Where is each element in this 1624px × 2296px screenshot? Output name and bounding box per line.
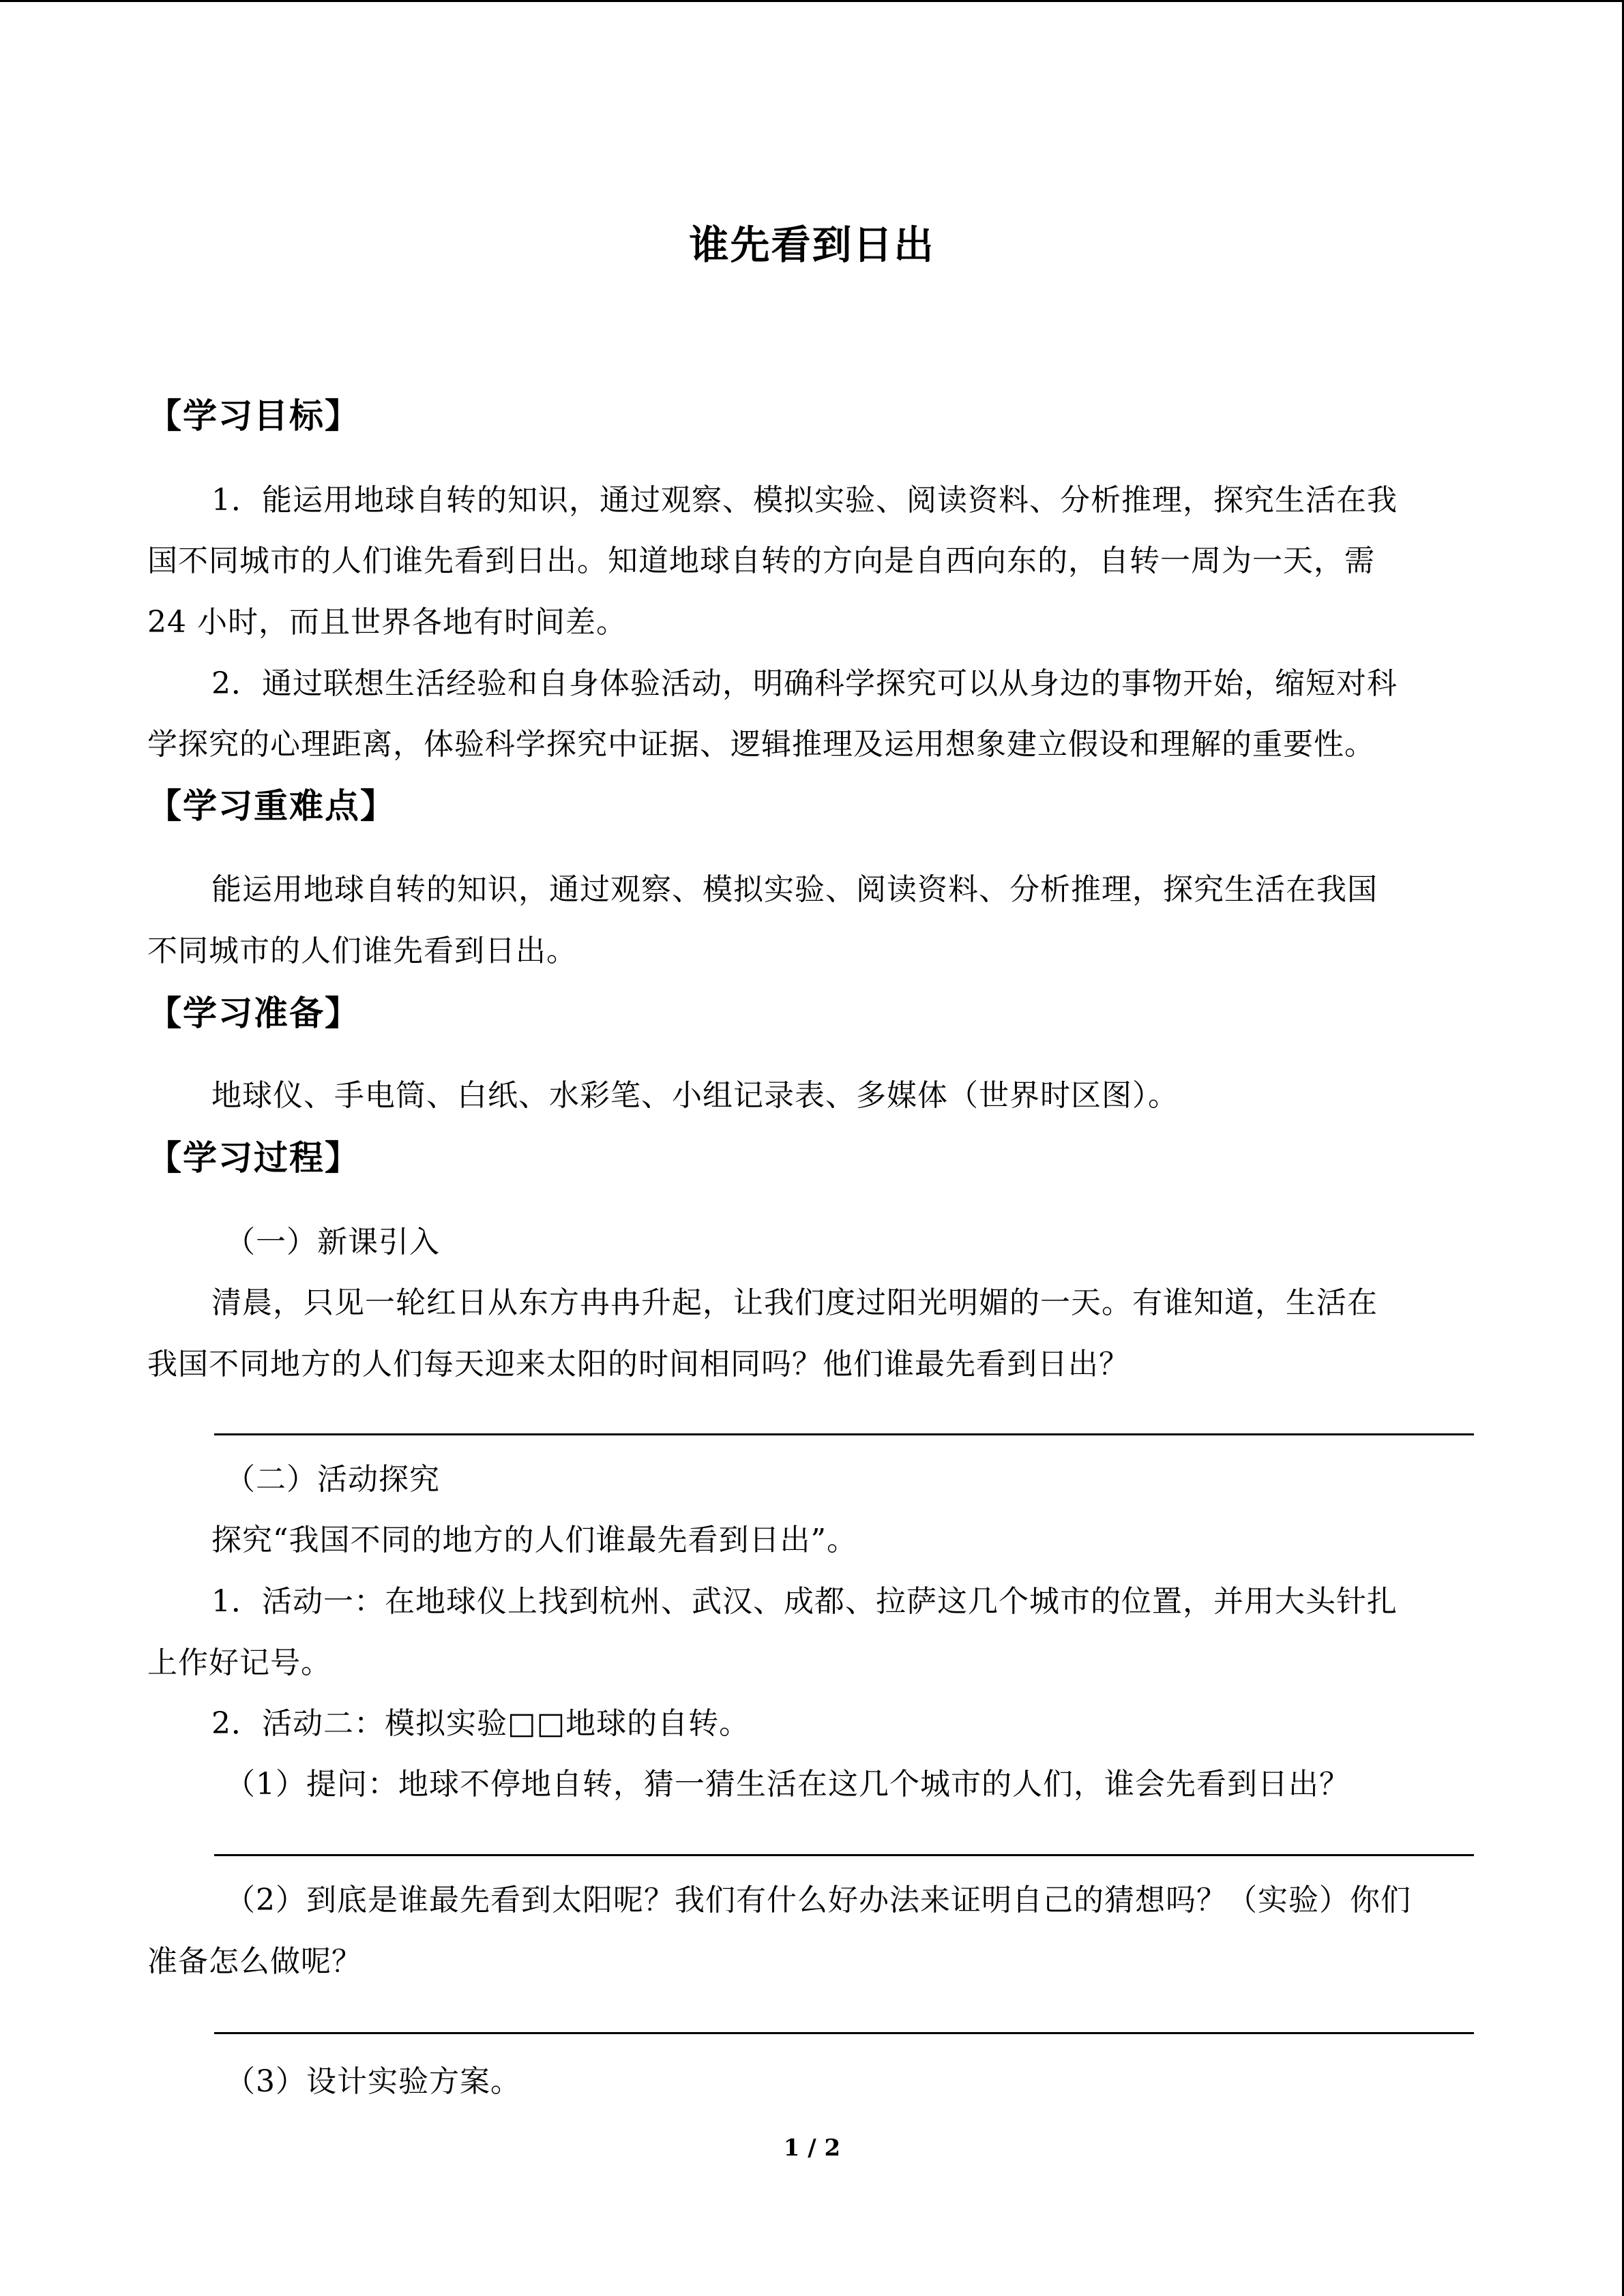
objectives-line-5: 学探究的心理距离，体验科学探究中证据、逻辑推理及运用想象建立假设和理解的重要性。: [147, 727, 1375, 762]
question-2-line-1: （2）到底是谁最先看到太阳呢？我们有什么好办法来证明自己的猜想吗？（实验）你们: [225, 1883, 1411, 1918]
heading-preparation: 【学习准备】: [147, 994, 360, 1033]
heading-process: 【学习过程】: [147, 1138, 360, 1178]
key-points-line-1: 能运用地球自转的知识，通过观察、模拟实验、阅读资料、分析推理，探究生活在我国: [211, 872, 1378, 907]
preparation-line-1: 地球仪、手电筒、白纸、水彩笔、小组记录表、多媒体（世界时区图）。: [211, 1078, 1179, 1113]
objectives-line-2: 国不同城市的人们谁先看到日出。知道地球自转的方向是自西向东的，自转一周为一天，需: [147, 543, 1375, 578]
objectives-line-3: 24 小时，而且世界各地有时间差。: [147, 605, 627, 640]
activity1-line-1: 1．活动一：在地球仪上找到杭州、武汉、成都、拉萨这几个城市的位置，并用大头针扎: [211, 1584, 1398, 1619]
question-3: （3）设计实验方案。: [225, 2064, 521, 2099]
activity2-line: 2．活动二：模拟实验□□地球的自转。: [211, 1706, 750, 1741]
answer-line-2: [214, 1854, 1474, 1856]
key-points-line-2: 不同城市的人们谁先看到日出。: [147, 934, 577, 968]
objectives-line-1: 1．能运用地球自转的知识，通过观察、模拟实验、阅读资料、分析推理，探究生活在我: [211, 483, 1398, 518]
objectives-line-4: 2．通过联想生活经验和自身体验活动，明确科学探究可以从身边的事物开始，缩短对科: [211, 666, 1398, 701]
page-border-top: [0, 0, 1624, 2]
part1-line-1: 清晨，只见一轮红日从东方冉冉升起，让我们度过阳光明媚的一天。有谁知道，生活在: [211, 1285, 1378, 1320]
part2-title: （二）活动探究: [225, 1462, 440, 1497]
part2-intro: 探究“我国不同的地方的人们谁最先看到日出”。: [211, 1523, 857, 1557]
part1-line-2: 我国不同地方的人们每天迎来太阳的时间相同吗？他们谁最先看到日出？: [147, 1347, 1130, 1382]
heading-objectives: 【学习目标】: [147, 396, 360, 436]
activity1-line-2: 上作好记号。: [147, 1645, 331, 1680]
heading-key-points: 【学习重难点】: [147, 786, 396, 826]
answer-line-3: [214, 2032, 1474, 2034]
answer-line-1: [214, 1433, 1474, 1435]
page-number: 1 / 2: [783, 2134, 841, 2162]
question-2-line-2: 准备怎么做呢？: [147, 1944, 362, 1979]
question-1: （1）提问：地球不停地自转，猜一猜生活在这几个城市的人们，谁会先看到日出？: [225, 1767, 1350, 1802]
document-title: 谁先看到日出: [689, 222, 935, 268]
part1-title: （一）新课引入: [225, 1225, 440, 1259]
